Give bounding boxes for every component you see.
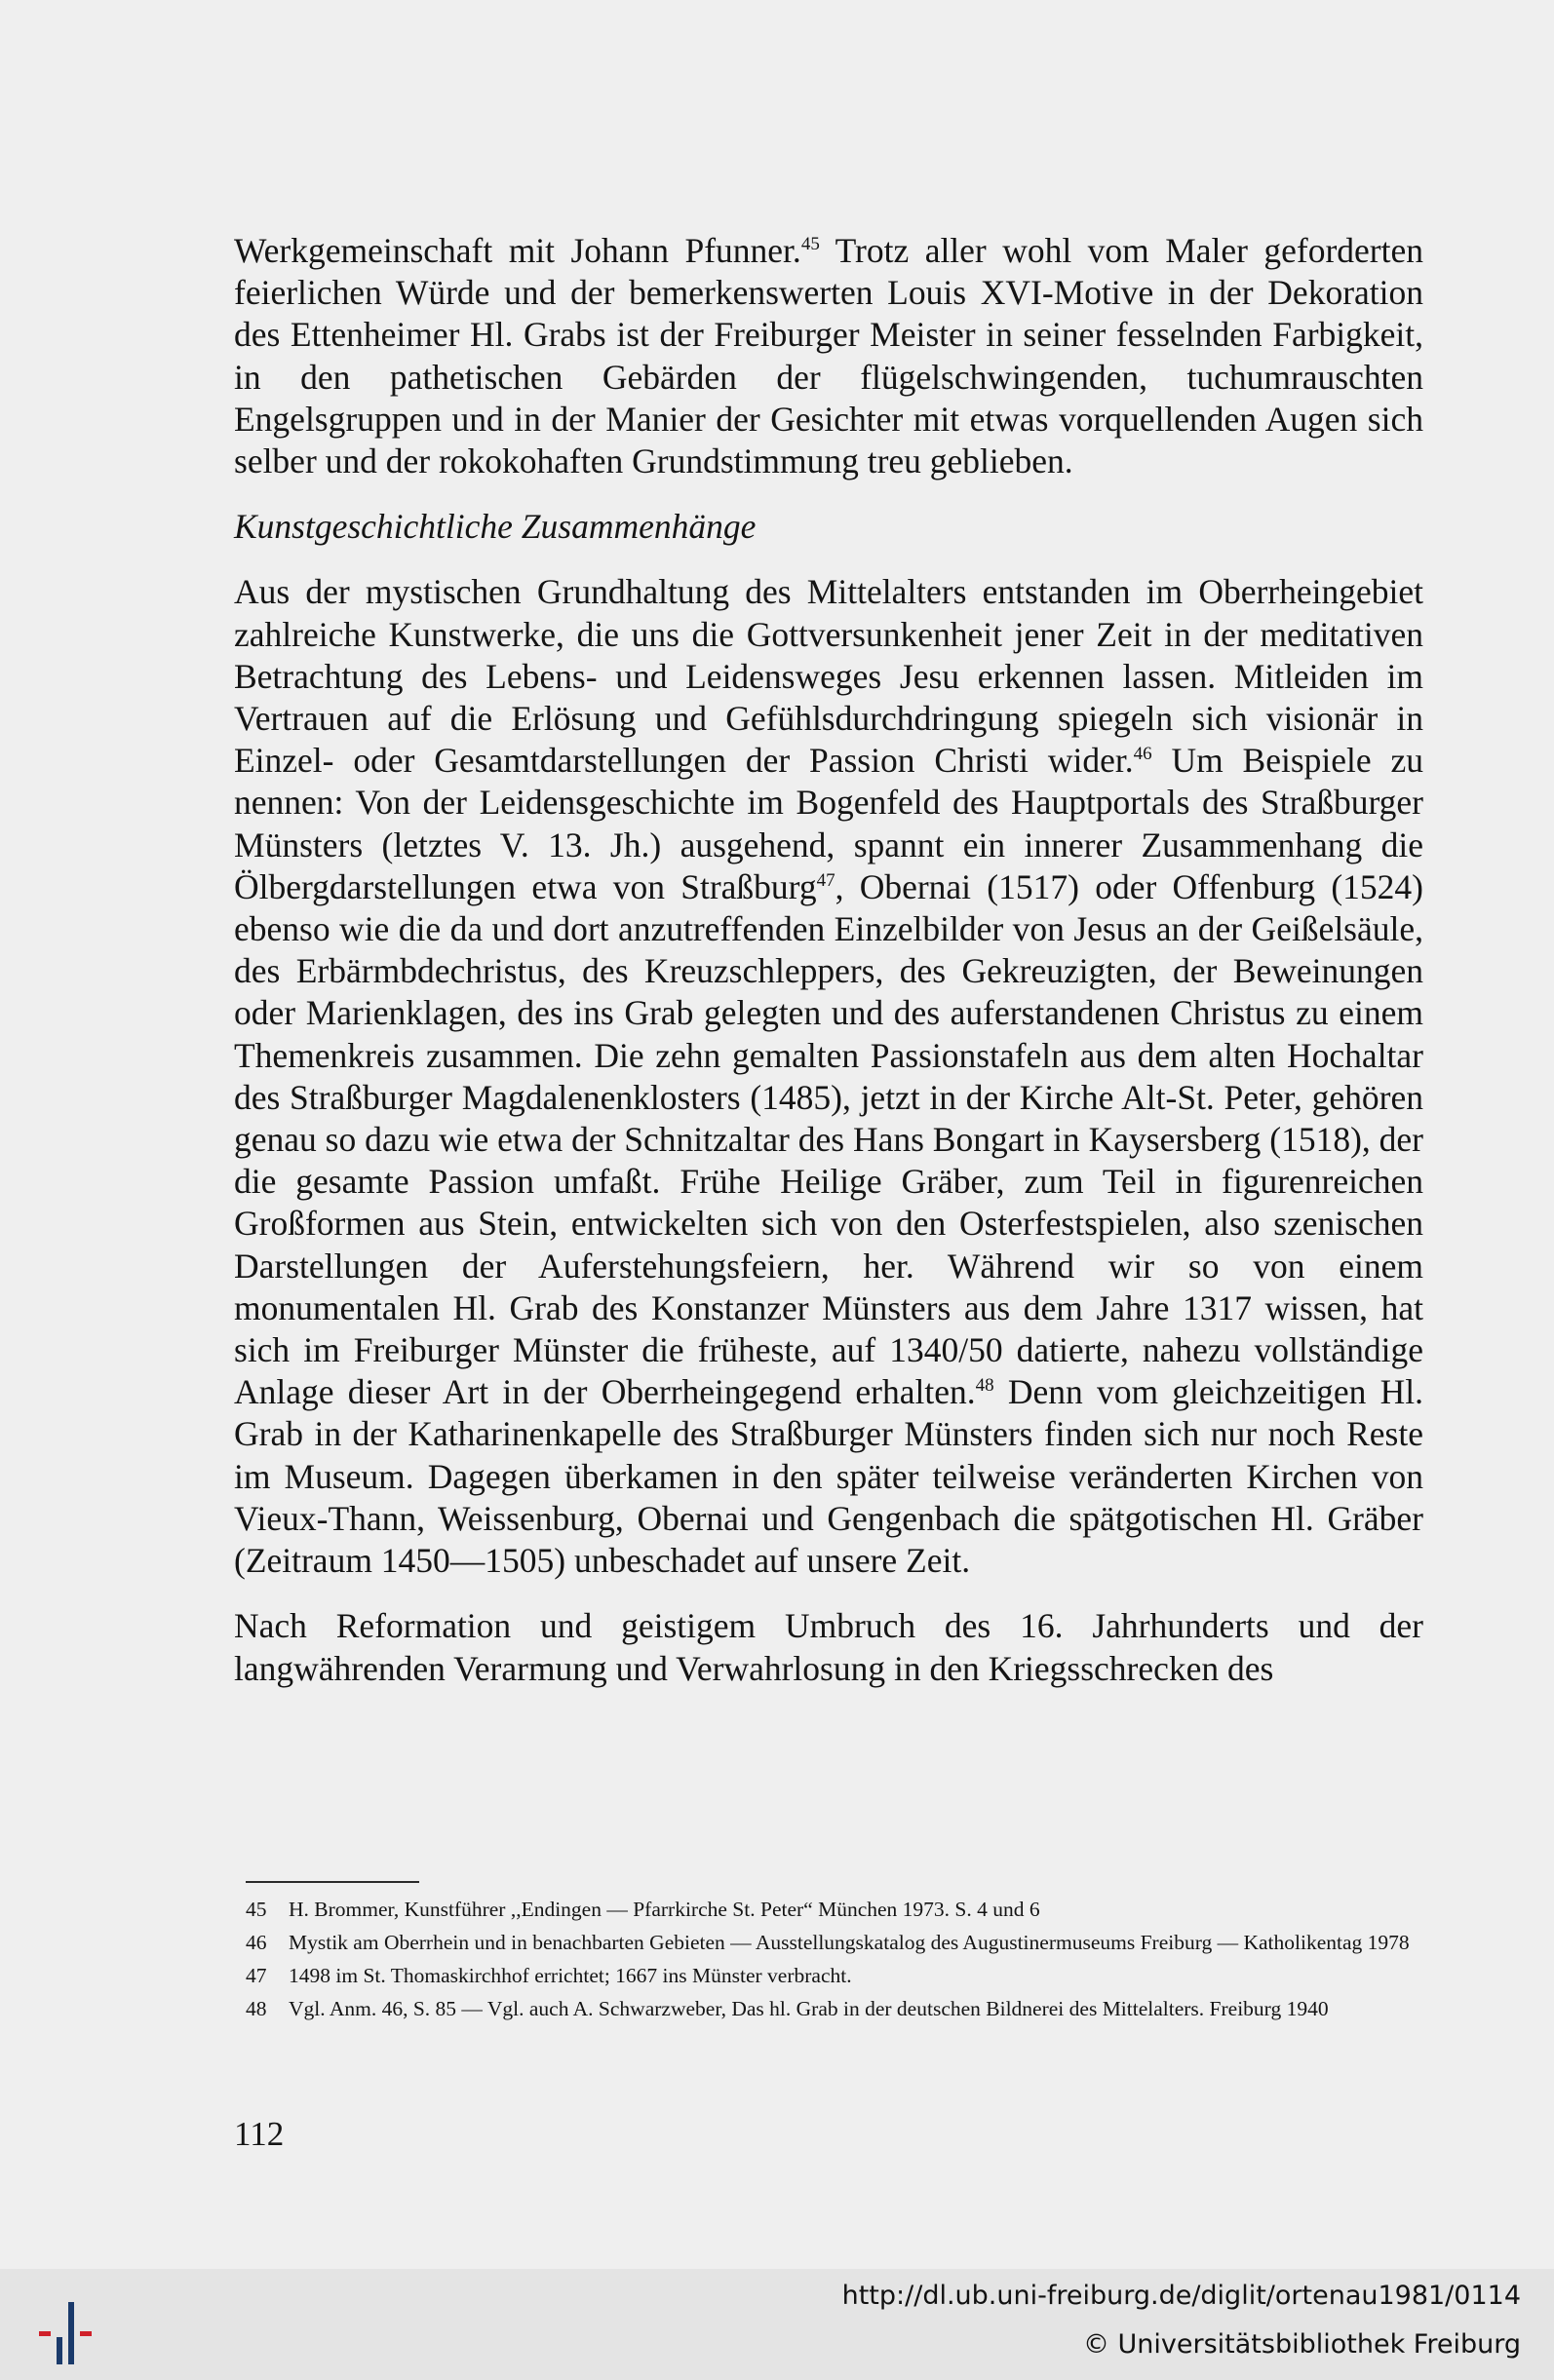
paragraph-2: [234, 571, 1423, 1582]
footnote-item: [246, 1930, 1435, 1955]
footnote-item: [246, 1897, 1435, 1922]
footnote-ref-45: 45: [800, 234, 820, 254]
footnote-number: 47: [246, 1964, 267, 1987]
footnote-item: [246, 1963, 1435, 1988]
footer-copyright: © Universitätsbibliothek Freiburg: [1082, 2329, 1521, 2360]
footnote-text: H. Brommer, Kunstführer ,,Endingen — Pfarrkirche St. Peter“ München 1973. S. 4 und 6: [289, 1898, 1040, 1921]
footer-bar: [0, 2269, 1554, 2380]
paragraph-2-part-c: , Obernai (1517) oder Offenburg (1524) ebenso wie die da und dort anzutreffenden Einzelbilder von Jesus an der Geißelsäule, des Erbärmbdechristus, des Kreuzschleppers, des Gekreuzigten, der Beweinungen oder Marienklagen, des ins Grab gelegten und des auferstandenen Christus zu einem Themenkreis zusammen. Die zehn gemalten Passionstafeln aus dem alten Hochaltar des Straßburger Magdalenenklosters (1485), jetzt in der Kirche Alt-St. Peter, gehören genau so dazu wie etwa der Schnitzaltar des Hans Bongart in Kaysersberg (1518), der die gesamte Passion umfaßt. Frühe Heilige Gräber, zum Teil in figurenreichen Großformen aus Stein, entwickelten sich von den Osterfestspielen, also szenischen Darstellungen der Auferstehungsfeiern, her. Während wir so von einem monumentalen Hl. Grab des Konstanzer Münsters aus dem Jahre 1317 wissen, hat sich im Freiburger Münster die früheste, auf 1340/50 datierte, nahezu vollständige Anlage dieser Art in der Oberrheingegend erhalten.: [234, 866, 1423, 1412]
page-number: 112: [234, 2115, 285, 2153]
paragraph-2-part-d: Denn vom gleichzeitigen Hl. Grab in der Katharinenkapelle des Straßburger Münsters finden sich nur noch Reste im Museum. Dagegen überkamen in den später teilweise veränderten Kirchen von Vieux-Thann, Weissenburg, Obernai und Gengenbach die spätgotischen Hl. Gräber (Zeitraum 1450—1505) unbeschadet auf unsere Zeit.: [234, 1372, 1423, 1581]
footnote-text: Mystik am Oberrhein und in benachbarten Gebieten — Ausstellungskatalog des Augustinermuseums Freiburg — Katholikentag 1978: [289, 1931, 1410, 1954]
footnote-item: [246, 1996, 1435, 2021]
logo-graphic: [39, 2302, 101, 2364]
footer-url-link[interactable]: http://dl.ub.uni-freiburg.de/diglit/ortenau1981/0114: [841, 2281, 1521, 2311]
footnote-ref-48: 48: [975, 1375, 994, 1397]
footnote-number: 46: [246, 1931, 267, 1954]
paragraph-1-part-a: Werkgemeinschaft mit Johann Pfunner.: [234, 231, 801, 270]
footnote-text: 1498 im St. Thomaskirchhof errichtet; 1667 ins Münster verbracht.: [289, 1964, 852, 1987]
body-text: [234, 230, 1423, 1690]
paragraph-1: [234, 230, 1423, 482]
paragraph-3: Nach Reformation und geistigem Umbruch des 16. Jahrhunderts und der langwährenden Verarmung und Verwahrlosung in den Kriegsschrecken des: [234, 1606, 1423, 1688]
footnote-divider: [246, 1881, 419, 1883]
footnotes: [246, 1897, 1435, 2029]
footnote-text: Vgl. Anm. 46, S. 85 — Vgl. auch A. Schwarzweber, Das hl. Grab in der deutschen Bildnerei des Mittelalters. Freiburg 1940: [289, 1997, 1329, 2020]
footnote-number: 48: [246, 1997, 267, 2020]
paragraph-2-part-b: Um Beispiele zu nennen: Von der Leidensgeschichte im Bogenfeld des Hauptportals des Straßburger Münsters (letztes V. 13. Jh.) ausgehend, spannt ein innerer Zusammenhang die Ölbergdarstellungen etwa von Straßburg: [234, 741, 1424, 906]
ub-freiburg-logo-icon[interactable]: [39, 2302, 101, 2364]
paragraph-2-part-a: Aus der mystischen Grundhaltung des Mittelalters entstanden im Oberrheingebiet zahlreiche Kunstwerke, die uns die Gottversunkenheit jener Zeit in der meditativen Betrachtung des Lebens- und Leidensweges Jesu erkennen lassen. Mitleiden im Vertrauen auf die Erlösung und Gefühlsdurchdringung spiegeln sich visionär in Einzel- oder Gesamtdarstellungen der Passion Christi wider.: [234, 572, 1423, 781]
section-heading: Kunstgeschichtliche Zusammenhänge: [234, 507, 757, 547]
footnote-ref-47: 47: [816, 869, 835, 891]
footnote-number: 45: [246, 1898, 267, 1921]
paragraph-1-part-b: Trotz aller wohl vom Maler geforderten feierlichen Würde und der bemerkenswerten Louis XVI-Motive in der Dekoration des Ettenheimer Hl. Grabs ist der Freiburger Meister in seiner fesselnden Farbigkeit, in den pathetischen Gebärden der flügelschwingenden, tuchumrauschten Engelsgruppen und in der Manier der Gesichter mit etwas vorquellenden Augen sich selber und der rokokohaften Grundstimmung treu geblieben.: [234, 231, 1424, 481]
footnote-ref-46: 46: [1133, 744, 1152, 765]
